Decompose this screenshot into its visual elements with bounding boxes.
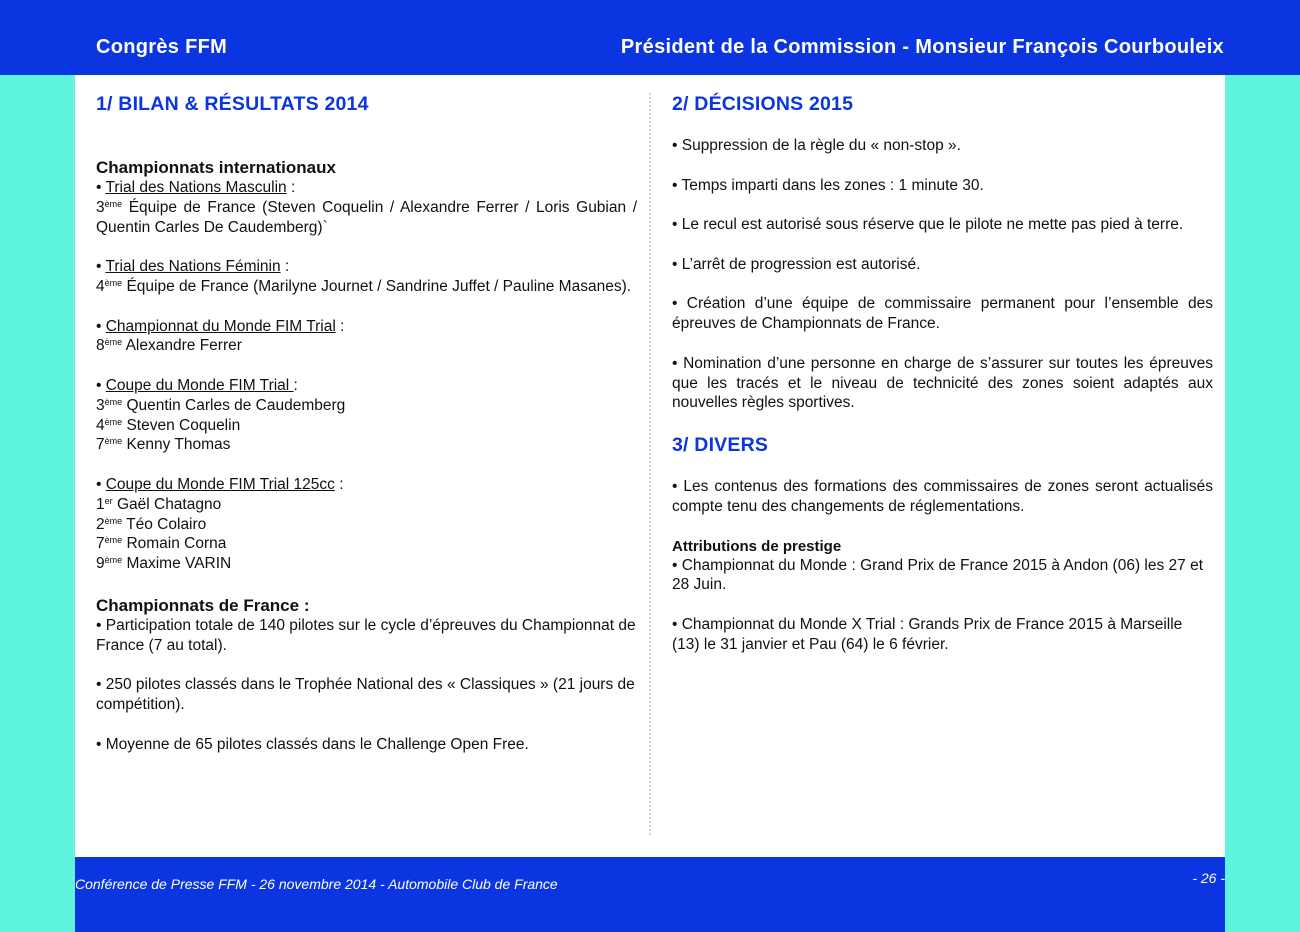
list-item: • Le recul est autorisé sous réserve que le pilote ne mette pas pied à terre. (672, 216, 1184, 234)
list-item: 2ème Téo Colairo (96, 515, 207, 533)
list-item: • Temps imparti dans les zones : 1 minute 30. (672, 176, 984, 194)
trial-nations-fem-result: 4ème Équipe de France (Marilyne Journet / Sandrine Juffet / Pauline Masanes). (96, 277, 632, 295)
header-bar (0, 0, 1300, 75)
list-item: • Championnat du Monde : Grand Prix de France 2015 à Andon (06) les 27 et 28 Juin. (672, 556, 1204, 594)
list-item: • L’arrêt de progression est autorisé. (672, 255, 921, 273)
page-number: - 26 - (1192, 870, 1225, 886)
champ-monde-line: • Championnat du Monde FIM Trial : (96, 317, 345, 335)
list-item: • Championnat du Monde X Trial : Grands Prix de France 2015 à Marseille (13) le 31 janvier et Pau (64) le 6 février. (672, 615, 1183, 653)
footer-text: Conférence de Presse FFM - 26 novembre 2014 - Automobile Club de France (75, 876, 558, 892)
coupe-monde-125-line: • Coupe du Monde FIM Trial 125cc : (96, 475, 344, 493)
list-item: • Les contenus des formations des commissaires de zones seront actualisés compte tenu des changements de réglementations. (672, 478, 1213, 515)
list-item: 1er Gaël Chatagno (96, 495, 222, 513)
trial-nations-fem-label: Trial des Nations Féminin (105, 258, 281, 276)
trial-nations-masc-label: Trial des Nations Masculin (105, 179, 287, 196)
header-right-title: Président de la Commission - Monsieur François Courbouleix (620, 36, 1224, 58)
footer-bar (75, 857, 1225, 932)
list-item: • Participation totale de 140 pilotes sur le cycle d’épreuves du Championnat de France (7 au total). (96, 616, 636, 654)
page-content (75, 75, 1225, 857)
list-item: 7ème Kenny Thomas (96, 436, 231, 454)
list-item: • Création d’une équipe de commissaire permanent pour l’ensemble des épreuves de Championnats de France. (672, 295, 1213, 333)
list-item: 7ème Romain Corna (96, 535, 227, 553)
list-item: 9ème Maxime VARIN (96, 555, 232, 573)
list-item: • Moyenne de 65 pilotes classés dans le Challenge Open Free. (96, 735, 529, 753)
trial-nations-masc-line: • Trial des Nations Masculin : (96, 179, 296, 196)
intl-heading: Championnats internationaux (96, 158, 336, 177)
list-item: • Nomination d’une personne en charge de s’assurer sur toutes les épreuves que les tracés et le niveau de technicité des zones soient adaptés aux nouvelles règles sportives. (672, 354, 1213, 412)
list-item: • Suppression de la règle du « non-stop ». (672, 137, 961, 154)
list-item: 8ème Alexandre Ferrer (96, 337, 242, 355)
coupe-monde-125-label: Coupe du Monde FIM Trial 125cc (105, 475, 335, 493)
header-left-title: Congrès FFM (96, 36, 228, 58)
france-heading: Championnats de France : (96, 595, 310, 615)
section2-title: 2/ DÉCISIONS 2015 (672, 93, 854, 115)
champ-monde-label: Championnat du Monde FIM Trial (105, 317, 336, 335)
section1-title: 1/ BILAN & RÉSULTATS 2014 (96, 93, 369, 115)
list-item: 4ème Steven Coquelin (96, 416, 241, 434)
list-item: • 250 pilotes classés dans le Trophée National des « Classiques » (21 jours de compétition). (96, 676, 635, 714)
section3-title: 3/ DIVERS (672, 434, 769, 457)
right-column (672, 93, 1213, 655)
left-column (96, 93, 637, 755)
trial-nations-fem-line: • Trial des Nations Féminin : (96, 258, 290, 276)
trial-nations-masc-result: 3ème Équipe de France (Steven Coquelin / Alexandre Ferrer / Loris Gubian / Quentin Carles De Caudemberg)` (96, 198, 637, 236)
coupe-monde-label: Coupe du Monde FIM Trial (105, 376, 294, 394)
list-item: 3ème Quentin Carles de Caudemberg (96, 396, 346, 414)
coupe-monde-line: • Coupe du Monde FIM Trial : (96, 376, 298, 394)
column-divider (649, 93, 651, 835)
prestige-heading: Attributions de prestige (672, 537, 842, 555)
